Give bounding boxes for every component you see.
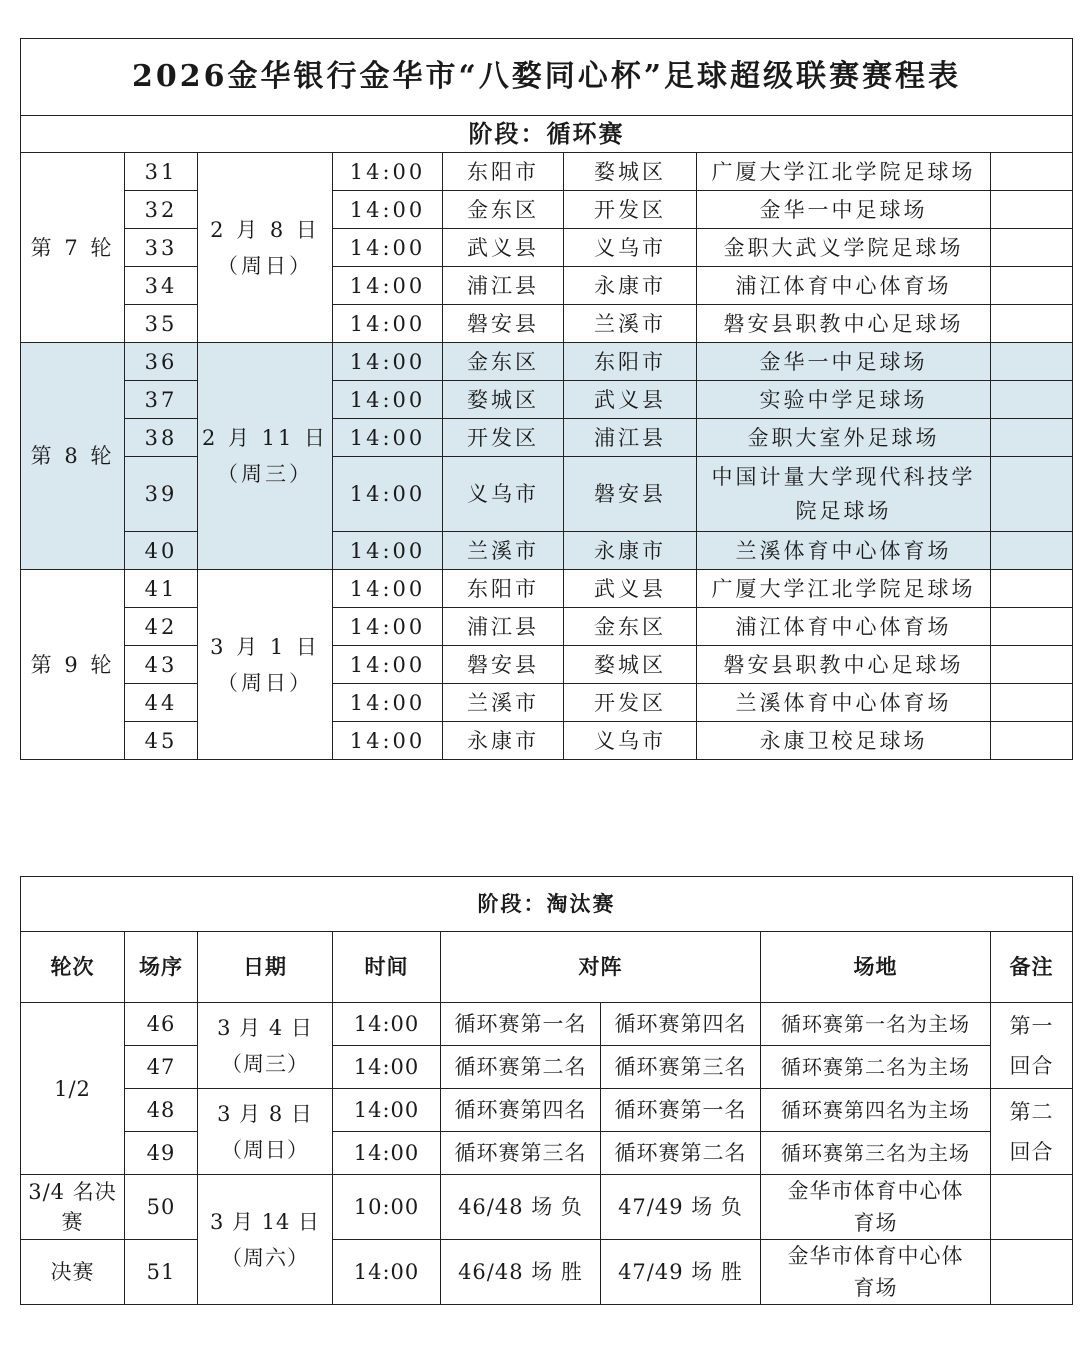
away-team: 婺城区 (564, 153, 697, 191)
away-team: 婺城区 (564, 646, 697, 684)
leg1-date (198, 1003, 333, 1089)
home-team: 东阳市 (443, 570, 564, 608)
away-team: 47/49 场 负 (601, 1175, 761, 1240)
away-team: 循环赛第四名 (601, 1003, 761, 1046)
venue: 循环赛第一名为主场 (761, 1003, 991, 1046)
round-name: 第 9 轮 (21, 570, 125, 760)
match-time: 14:00 (333, 229, 443, 267)
home-team: 永康市 (443, 722, 564, 760)
date-line1: 2 月 8 日 (210, 217, 320, 242)
venue: 循环赛第二名为主场 (761, 1046, 991, 1089)
match-time: 14:00 (333, 1003, 441, 1046)
table-row (21, 229, 1073, 267)
round-date (198, 343, 333, 570)
away-team: 武义县 (564, 381, 697, 419)
home-team: 46/48 场 胜 (441, 1240, 601, 1305)
away-team: 浦江县 (564, 419, 697, 457)
note-cell (991, 419, 1073, 457)
venue: 兰溪体育中心体育场 (697, 532, 991, 570)
away-team: 义乌市 (564, 722, 697, 760)
match-time: 14:00 (333, 608, 443, 646)
table-row (21, 1175, 1073, 1240)
home-team: 循环赛第三名 (441, 1132, 601, 1175)
venue: 金华市体育中心体育场 (761, 1175, 991, 1240)
date-line1: 3 月 4 日 (217, 1015, 313, 1040)
venue: 兰溪体育中心体育场 (697, 684, 991, 722)
table-row (21, 1132, 1073, 1175)
match-no: 36 (125, 343, 198, 381)
table-row (21, 1046, 1073, 1089)
header-matchup: 对阵 (441, 932, 761, 1003)
venue: 金华一中足球场 (697, 191, 991, 229)
venue: 广厦大学江北学院足球场 (697, 570, 991, 608)
table-row (21, 267, 1073, 305)
home-team: 兰溪市 (443, 684, 564, 722)
away-team: 开发区 (564, 191, 697, 229)
match-no: 33 (125, 229, 198, 267)
venue: 金职大武义学院足球场 (697, 229, 991, 267)
table-row (21, 305, 1073, 343)
match-no: 35 (125, 305, 198, 343)
home-team: 东阳市 (443, 153, 564, 191)
away-team: 47/49 场 胜 (601, 1240, 761, 1305)
note-cell (991, 722, 1073, 760)
venue: 磐安县职教中心足球场 (697, 646, 991, 684)
leg1-note: 第一回合 (991, 1003, 1073, 1089)
match-no: 40 (125, 532, 198, 570)
date-line1: 3 月 1 日 (210, 634, 320, 659)
date-line1: 2 月 11 日 (201, 426, 329, 450)
away-team: 东阳市 (564, 343, 697, 381)
match-time: 14:00 (333, 381, 443, 419)
venue: 金职大室外足球场 (697, 419, 991, 457)
match-time: 14:00 (333, 722, 443, 760)
venue: 循环赛第三名为主场 (761, 1132, 991, 1175)
header-time: 时间 (333, 932, 441, 1003)
leg2-date (198, 1089, 333, 1175)
match-no: 38 (125, 419, 198, 457)
home-team: 义乌市 (443, 457, 564, 532)
match-time: 14:00 (333, 684, 443, 722)
venue: 循环赛第四名为主场 (761, 1089, 991, 1132)
home-team: 循环赛第一名 (441, 1003, 601, 1046)
note-cell (991, 608, 1073, 646)
venue: 磐安县职教中心足球场 (697, 305, 991, 343)
venue: 金华一中足球场 (697, 343, 991, 381)
match-no: 39 (125, 457, 198, 532)
home-team: 46/48 场 负 (441, 1175, 601, 1240)
table-row (21, 1240, 1073, 1305)
home-team: 婺城区 (443, 381, 564, 419)
match-time: 14:00 (333, 1132, 441, 1175)
match-time: 14:00 (333, 191, 443, 229)
match-time: 14:00 (333, 1046, 441, 1089)
match-time: 14:00 (333, 646, 443, 684)
home-team: 金东区 (443, 343, 564, 381)
table-row (21, 532, 1073, 570)
stage-label-round-robin: 阶段：循环赛 (21, 116, 1073, 153)
match-no: 41 (125, 570, 198, 608)
match-no: 42 (125, 608, 198, 646)
date-line2: （周六） (221, 1245, 309, 1270)
note-cell (991, 646, 1073, 684)
match-no: 49 (125, 1132, 198, 1175)
away-team: 永康市 (564, 532, 697, 570)
match-no: 51 (125, 1240, 198, 1305)
round-name: 1/2 (21, 1003, 125, 1175)
round-name: 3/4 名决赛 (21, 1175, 125, 1240)
home-team: 兰溪市 (443, 532, 564, 570)
away-team: 永康市 (564, 267, 697, 305)
round-date (198, 570, 333, 760)
note-cell (991, 381, 1073, 419)
venue: 中国计量大学现代科技学院足球场 (697, 457, 991, 532)
note-cell (991, 532, 1073, 570)
note-cell (991, 267, 1073, 305)
match-time: 14:00 (333, 457, 443, 532)
away-team: 武义县 (564, 570, 697, 608)
table-row (21, 343, 1073, 381)
table-row (21, 153, 1073, 191)
match-time: 10:00 (333, 1175, 441, 1240)
table-row (21, 1003, 1073, 1046)
away-team: 兰溪市 (564, 305, 697, 343)
header-date: 日期 (198, 932, 333, 1003)
venue: 永康卫校足球场 (697, 722, 991, 760)
note-cell (991, 229, 1073, 267)
match-no: 31 (125, 153, 198, 191)
match-time: 14:00 (333, 1089, 441, 1132)
round-name: 第 8 轮 (21, 343, 125, 570)
table-row (21, 381, 1073, 419)
note-cell (991, 305, 1073, 343)
away-team: 金东区 (564, 608, 697, 646)
round-date (198, 153, 333, 343)
knockout-table (20, 876, 1073, 1305)
home-team: 循环赛第四名 (441, 1089, 601, 1132)
note-cell (991, 191, 1073, 229)
round-robin-table (20, 38, 1073, 760)
date-line2: （周日） (221, 1137, 309, 1162)
away-team: 开发区 (564, 684, 697, 722)
note-cell (991, 1240, 1073, 1305)
venue: 浦江体育中心体育场 (697, 608, 991, 646)
match-time: 14:00 (333, 343, 443, 381)
match-time: 14:00 (333, 305, 443, 343)
match-no: 47 (125, 1046, 198, 1089)
match-no: 34 (125, 267, 198, 305)
date-line2: （周日） (217, 253, 313, 278)
home-team: 开发区 (443, 419, 564, 457)
note-cell (991, 343, 1073, 381)
note-cell (991, 1175, 1073, 1240)
header-venue: 场地 (761, 932, 991, 1003)
table-row (21, 191, 1073, 229)
table-row (21, 570, 1073, 608)
match-no: 48 (125, 1089, 198, 1132)
match-no: 43 (125, 646, 198, 684)
match-time: 14:00 (333, 419, 443, 457)
note-cell (991, 570, 1073, 608)
home-team: 磐安县 (443, 305, 564, 343)
date-line2: （周三） (217, 462, 313, 486)
table-row (21, 722, 1073, 760)
home-team: 循环赛第二名 (441, 1046, 601, 1089)
date-line2: （周三） (221, 1051, 309, 1076)
home-team: 武义县 (443, 229, 564, 267)
venue: 广厦大学江北学院足球场 (697, 153, 991, 191)
match-time: 14:00 (333, 532, 443, 570)
note-cell (991, 684, 1073, 722)
venue: 实验中学足球场 (697, 381, 991, 419)
header-round: 轮次 (21, 932, 125, 1003)
match-time: 14:00 (333, 267, 443, 305)
finals-date (198, 1175, 333, 1305)
date-line1: 3 月 8 日 (217, 1101, 313, 1126)
match-time: 14:00 (333, 1240, 441, 1305)
round-name: 第 7 轮 (21, 153, 125, 343)
home-team: 浦江县 (443, 267, 564, 305)
date-line1: 3 月 14 日 (209, 1209, 321, 1234)
away-team: 义乌市 (564, 229, 697, 267)
match-time: 14:00 (333, 153, 443, 191)
home-team: 磐安县 (443, 646, 564, 684)
table-row (21, 419, 1073, 457)
away-team: 磐安县 (564, 457, 697, 532)
home-team: 浦江县 (443, 608, 564, 646)
match-no: 37 (125, 381, 198, 419)
venue: 金华市体育中心体育场 (761, 1240, 991, 1305)
table-row (21, 457, 1073, 532)
table-row (21, 1089, 1073, 1132)
note-cell (991, 153, 1073, 191)
header-note: 备注 (991, 932, 1073, 1003)
stage-label-knockout: 阶段：淘汰赛 (21, 877, 1073, 932)
table-row (21, 646, 1073, 684)
table-row (21, 608, 1073, 646)
page-title: 2026金华银行金华市“八婺同心杯”足球超级联赛赛程表 (21, 39, 1073, 116)
leg2-note: 第二回合 (991, 1089, 1073, 1175)
header-no: 场序 (125, 932, 198, 1003)
away-team: 循环赛第二名 (601, 1132, 761, 1175)
home-team: 金东区 (443, 191, 564, 229)
round-name: 决赛 (21, 1240, 125, 1305)
match-no: 45 (125, 722, 198, 760)
match-no: 32 (125, 191, 198, 229)
away-team: 循环赛第三名 (601, 1046, 761, 1089)
match-no: 50 (125, 1175, 198, 1240)
note-cell (991, 457, 1073, 532)
table-row (21, 684, 1073, 722)
match-time: 14:00 (333, 570, 443, 608)
match-no: 44 (125, 684, 198, 722)
date-line2: （周日） (217, 670, 313, 695)
venue: 浦江体育中心体育场 (697, 267, 991, 305)
away-team: 循环赛第一名 (601, 1089, 761, 1132)
match-no: 46 (125, 1003, 198, 1046)
